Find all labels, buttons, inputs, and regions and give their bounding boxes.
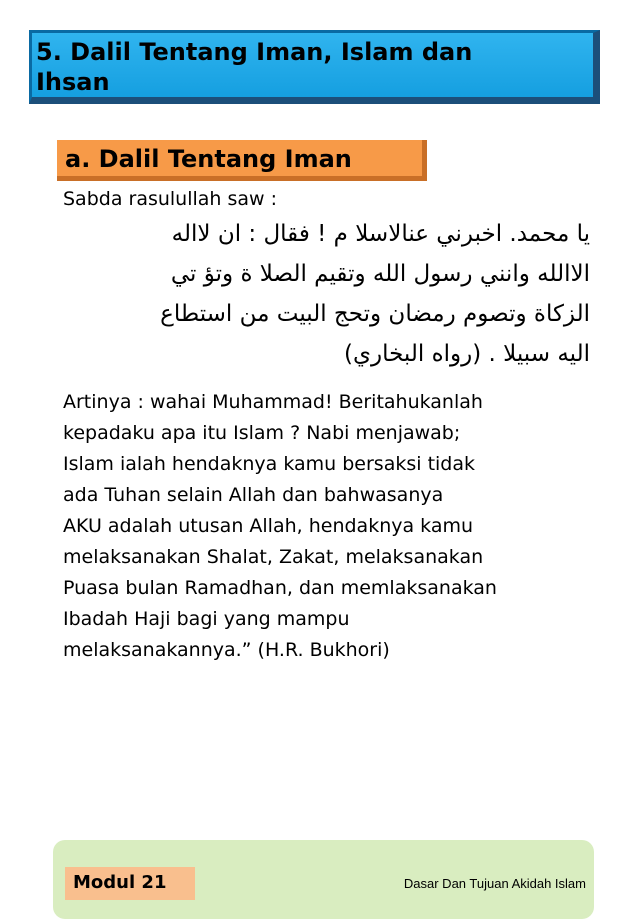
subsection-title: a. Dalil Tentang Iman bbox=[65, 145, 352, 173]
module-badge bbox=[65, 867, 195, 900]
translation-line: Islam ialah hendaknya kamu bersaksi tidak bbox=[63, 453, 476, 475]
translation-paragraph bbox=[63, 387, 593, 666]
arabic-line: الزكاة وتصوم رمضان وتحج البيت من استطاع bbox=[160, 301, 590, 327]
translation-line: Ibadah Haji bagi yang mampu bbox=[63, 608, 350, 630]
footer-title: Dasar Dan Tujuan Akidah Islam bbox=[403, 876, 586, 891]
subsection-header bbox=[57, 140, 427, 181]
translation-line: melaksanakan Shalat, Zakat, melaksanakan bbox=[63, 546, 484, 568]
translation-line: ada Tuhan selain Allah dan bahwasanya bbox=[63, 484, 444, 506]
translation-line: melaksanakannya.” (H.R. Bukhori) bbox=[63, 639, 390, 661]
intro-text: Sabda rasulullah saw : bbox=[63, 188, 278, 210]
section-header bbox=[29, 30, 600, 104]
arabic-line: الاالله وانني رسول الله وتقيم الصلا ة وتؤ تي bbox=[170, 261, 590, 287]
module-label: Modul 21 bbox=[73, 872, 167, 893]
section-title: 5. Dalil Tentang Iman, Islam dan Ihsan bbox=[36, 38, 473, 96]
arabic-line: يا محمد. اخبرني عنالاسلا م ! فقال : ان لااله bbox=[171, 221, 590, 247]
page-footer bbox=[53, 840, 594, 919]
translation-line: kepadaku apa itu Islam ? Nabi menjawab; bbox=[63, 422, 461, 444]
translation-line: Puasa bulan Ramadhan, dan memlaksanakan bbox=[63, 577, 497, 599]
translation-line: Artinya : wahai Muhammad! Beritahukanlah bbox=[63, 391, 483, 413]
translation-line: AKU adalah utusan Allah, hendaknya kamu bbox=[63, 515, 474, 537]
arabic-line: اليه سبيلا . (رواه البخاري) bbox=[343, 341, 590, 367]
arabic-hadith bbox=[85, 214, 590, 374]
